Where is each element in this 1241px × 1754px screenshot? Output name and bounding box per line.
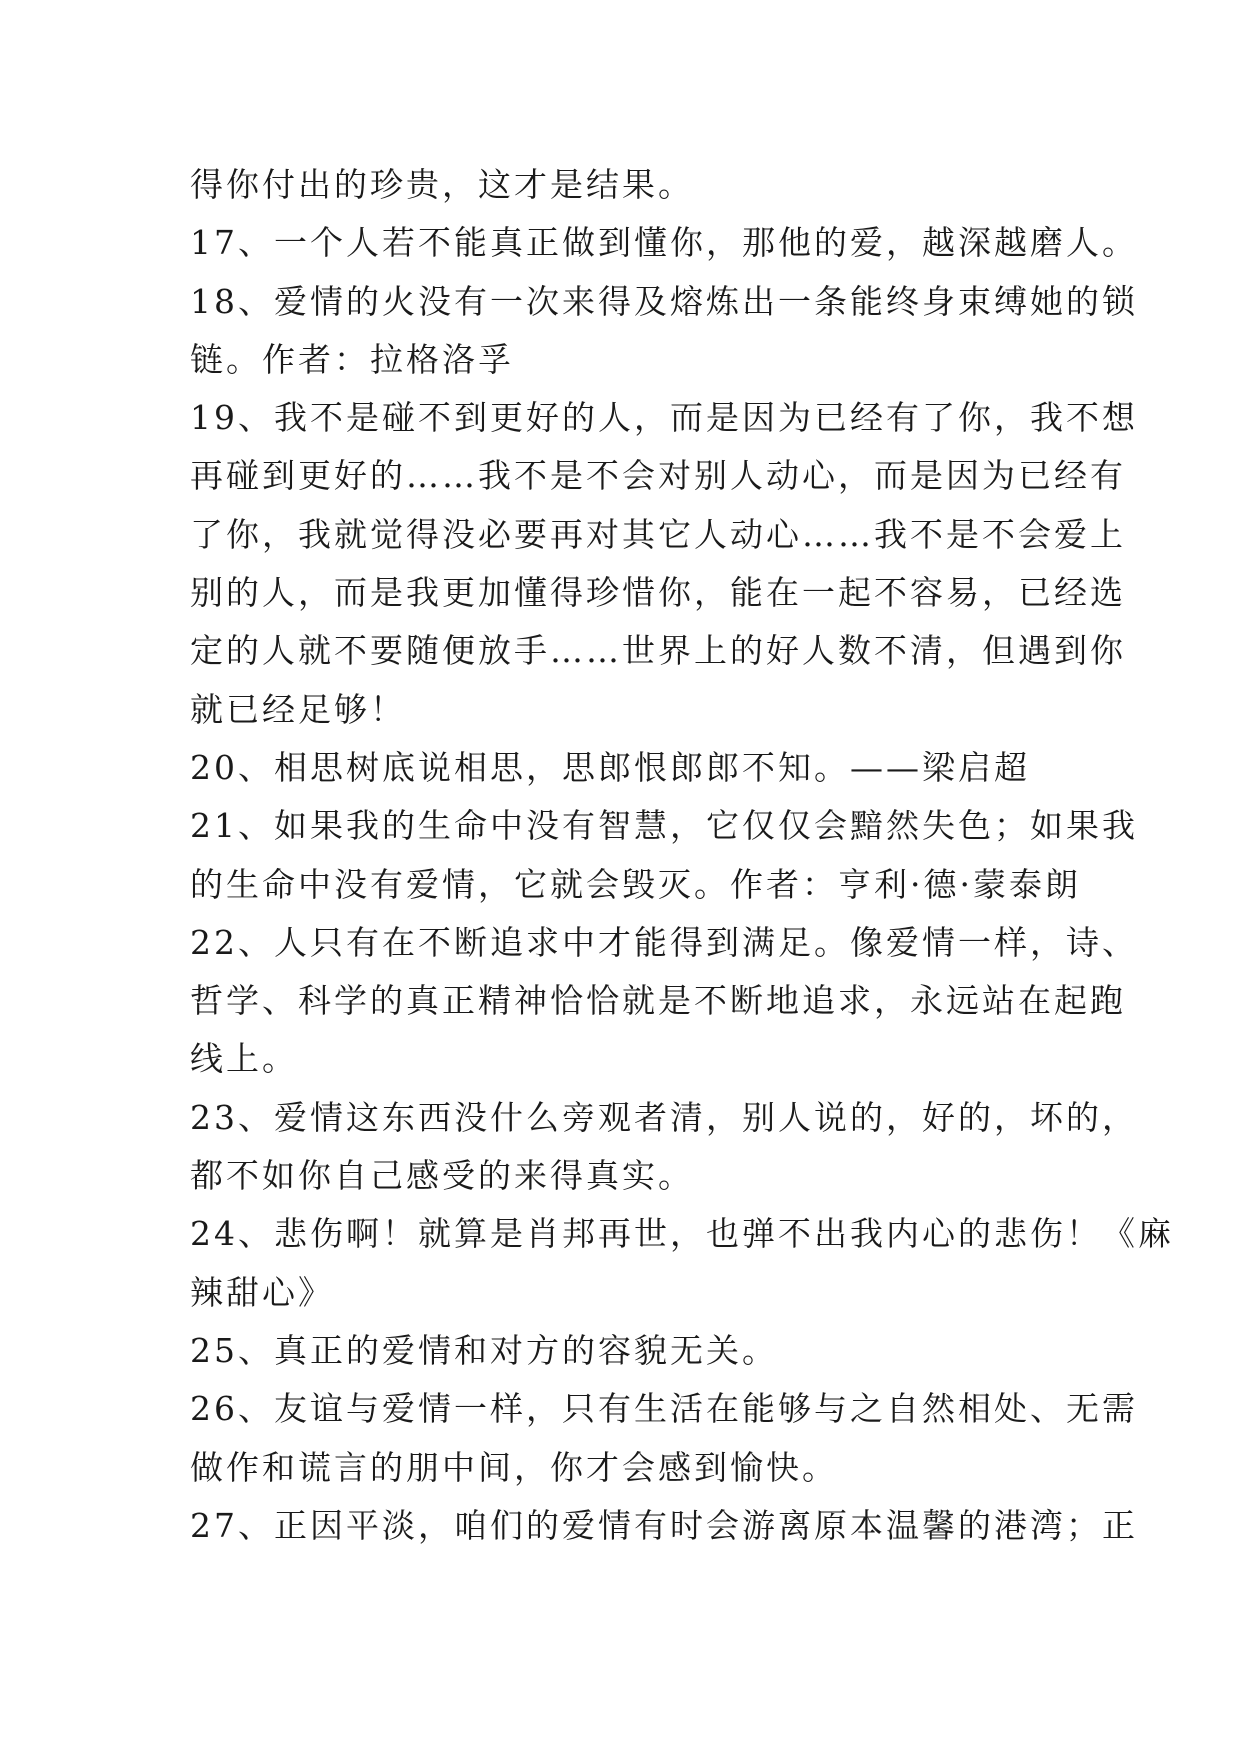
text-line: 23、爱情这东西没什么旁观者清，别人说的，好的，坏的， <box>190 1097 1138 1137</box>
text-line: 21、如果我的生命中没有智慧，它仅仅会黯然失色；如果我 <box>190 806 1138 846</box>
text-line: 的生命中没有爱情，它就会毁灭。作者：亨利·德·蒙泰朗 <box>190 864 1081 904</box>
text-line: 定的人就不要随便放手……世界上的好人数不清，但遇到你 <box>190 631 1126 671</box>
text-line: 20、相思树底说相思，思郎恨郎郎不知。——梁启超 <box>190 747 1030 787</box>
text-line: 18、爱情的火没有一次来得及熔炼出一条能终身束缚她的锁 <box>190 281 1138 321</box>
text-line: 25、真正的爱情和对方的容貌无关。 <box>190 1330 778 1370</box>
text-line: 26、友谊与爱情一样，只有生活在能够与之自然相处、无需 <box>190 1389 1138 1429</box>
document-body <box>190 156 1174 1555</box>
text-line: 得你付出的珍贵，这才是结果。 <box>190 165 694 204</box>
text-line: 22、人只有在不断追求中才能得到满足。像爱情一样，诗、 <box>190 922 1138 962</box>
text-line: 24、悲伤啊！就算是肖邦再世，也弹不出我内心的悲伤！《麻 <box>190 1214 1174 1254</box>
text-line: 哲学、科学的真正精神恰恰就是不断地追求，永远站在起跑 <box>190 981 1126 1021</box>
text-line: 19、我不是碰不到更好的人，而是因为已经有了你，我不想 <box>190 398 1138 438</box>
text-line: 17、一个人若不能真正做到懂你，那他的爱，越深越磨人。 <box>190 223 1138 263</box>
text-line: 做作和谎言的朋中间，你才会感到愉快。 <box>190 1447 838 1487</box>
text-line: 别的人，而是我更加懂得珍惜你，能在一起不容易，已经选 <box>190 573 1126 613</box>
text-line: 线上。 <box>190 1039 298 1079</box>
text-line: 链。作者：拉格洛孚 <box>190 339 514 379</box>
text-line: 辣甜心》 <box>190 1272 334 1312</box>
text-line: 都不如你自己感受的来得真实。 <box>190 1156 694 1196</box>
text-line: 了你，我就觉得没必要再对其它人动心……我不是不会爱上 <box>190 514 1126 554</box>
text-line: 再碰到更好的……我不是不会对别人动心，而是因为已经有 <box>190 456 1126 496</box>
text-line: 就已经足够！ <box>190 689 406 729</box>
text-line: 27、正因平淡，咱们的爱情有时会游离原本温馨的港湾；正 <box>190 1505 1138 1545</box>
